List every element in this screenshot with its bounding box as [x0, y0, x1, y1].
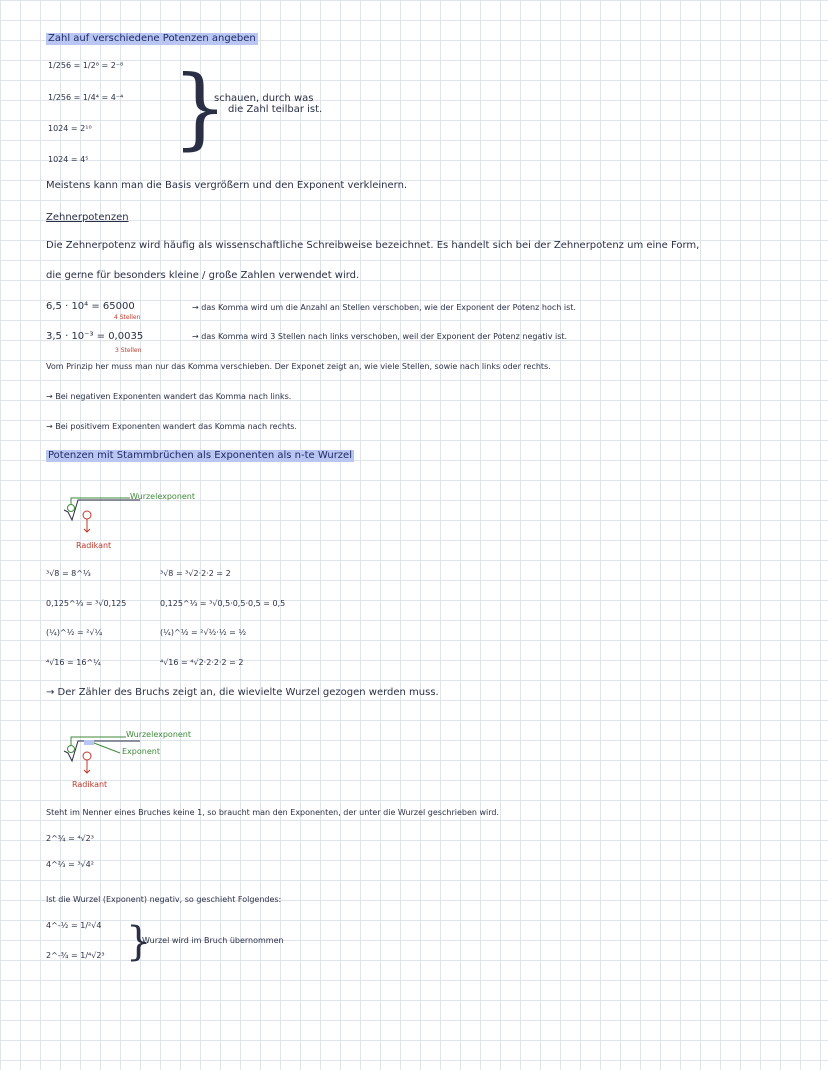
example-negative-explanation: → das Komma wird 3 Stellen nach links verschoben, weil der Exponent der Potenz negativ ist. [192, 332, 568, 341]
negative-intro: Ist die Wurzel (Exponent) negativ, so geschieht Folgendes: [46, 895, 282, 904]
root-row-left-2: 0,125^⅓ = ³√0,125 [46, 599, 127, 608]
root-row-right-3: (¼)^½ = ²√½·½ = ½ [160, 628, 247, 637]
root-row-left-3: (¼)^½ = ²√¼ [46, 628, 103, 637]
example-positive-note: 4 Stellen [114, 314, 141, 321]
example-positive: 6,5 · 10⁴ = 65000 [46, 301, 135, 312]
paragraph-line-2: die gerne für besonders kleine / große Zahlen verwendet wird. [46, 270, 360, 281]
summary-text: Meistens kann man die Basis vergrößern und den Exponent verkleinern. [46, 180, 408, 191]
eq-1024-b: 1024 = 4⁵ [48, 155, 89, 164]
negative-note: Wurzel wird im Bruch übernommen [142, 936, 284, 945]
root-row-left-4: ⁴√16 = 16^¼ [46, 658, 101, 667]
eq-256-a: 1/256 = 1/2⁸ = 2⁻⁸ [48, 61, 124, 70]
diagram2-exp-label: Exponent [122, 747, 160, 756]
eq-256-b: 1/256 = 1/4⁴ = 4⁻⁴ [48, 93, 124, 102]
paragraph-line-1: Die Zehnerpotenz wird häufig als wissenschaftliche Schreibweise bezeichnet. Es handelt sich bei der Zehnerpotenz um eine Form, [46, 240, 700, 251]
example-b: 4^⅔ = ³√4² [46, 860, 94, 869]
example-negative: 3,5 · 10⁻³ = 0,0035 [46, 331, 144, 342]
heading-powers-of-ten: Zehnerpotenzen [46, 212, 129, 223]
negative-example-a: 4^-½ = 1/²√4 [46, 921, 102, 930]
curly-brace-small-icon: } [126, 919, 152, 965]
diagram2-root-label: Wurzelexponent [126, 730, 192, 739]
root-row-right-1: ³√8 = ³√2·2·2 = 2 [160, 569, 231, 578]
numerator-note: → Der Zähler des Bruchs zeigt an, die wievielte Wurzel gezogen werden muss. [46, 687, 439, 698]
heading-unit-fraction-exponents: Potenzen mit Stammbrüchen als Exponenten als n-te Wurzel [48, 450, 352, 461]
root-row-left-1: ³√8 = 8^⅓ [46, 569, 91, 578]
positive-rule: → Bei positivem Exponenten wandert das Komma nach rechts. [46, 422, 297, 431]
diagram1-root-label: Wurzelexponent [130, 492, 196, 501]
root-row-right-4: ⁴√16 = ⁴√2·2·2·2 = 2 [160, 658, 244, 667]
denominator-note: Steht im Nenner eines Bruches keine 1, so braucht man den Exponenten, der unter die Wurzel geschrieben wird. [46, 808, 500, 817]
example-negative-note: 3 Stellen [115, 347, 142, 354]
diagram2-radicand-label: Radikant [72, 780, 108, 789]
brace-note-2: die Zahl teilbar ist. [228, 104, 323, 115]
principle-text: Vom Prinzip her muss man nur das Komma verschieben. Der Exponet zeigt an, wie viele Stellen, sowie nach links oder rechts. [46, 362, 551, 371]
heading-powers-of-number: Zahl auf verschiedene Potenzen angeben [48, 33, 256, 44]
root-row-right-2: 0,125^⅓ = ³√0,5·0,5·0,5 = 0,5 [160, 599, 286, 608]
example-positive-explanation: → das Komma wird um die Anzahl an Stellen verschoben, wie der Exponent der Potenz hoch ist. [192, 303, 576, 312]
brace-note-1: schauen, durch was [214, 93, 314, 104]
negative-rule: → Bei negativen Exponenten wandert das Komma nach links. [46, 392, 292, 401]
negative-example-b: 2^-¾ = 1/⁴√2³ [46, 951, 105, 960]
example-a: 2^¾ = ⁴√2³ [46, 834, 94, 843]
eq-1024-a: 1024 = 2¹⁰ [48, 124, 92, 133]
diagram1-radicand-label: Radikant [76, 541, 112, 550]
curly-brace-icon: } [172, 56, 228, 159]
